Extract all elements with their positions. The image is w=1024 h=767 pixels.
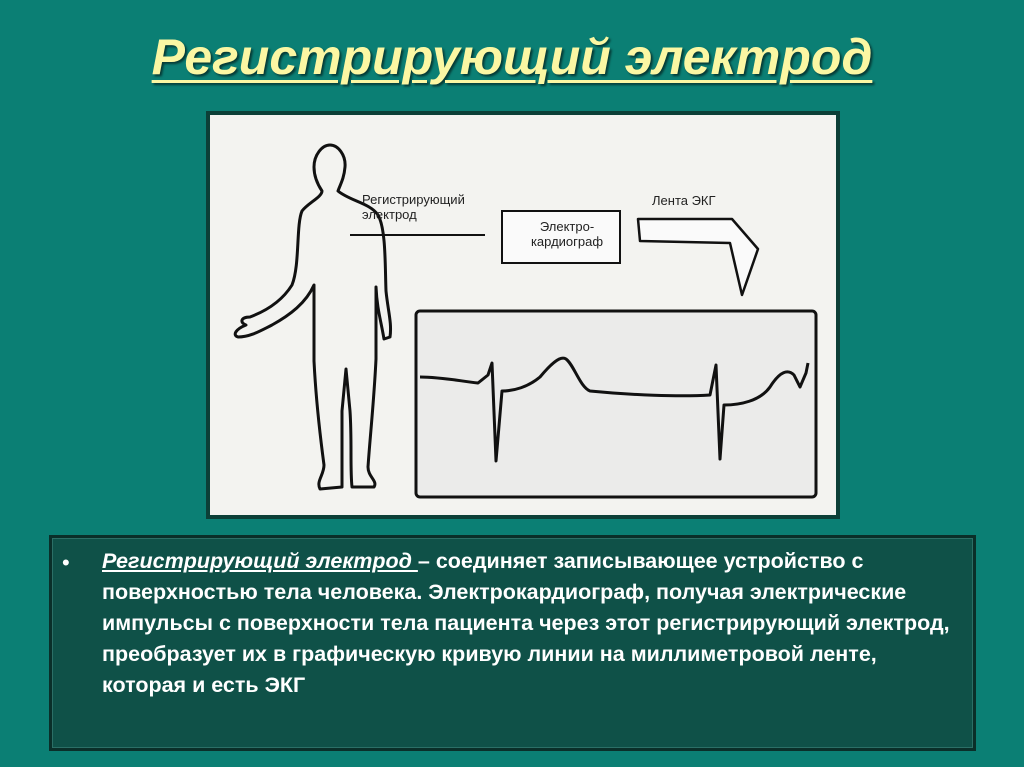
diagram-drawing xyxy=(210,115,836,515)
slide-title: Регистрирующий электрод xyxy=(151,29,873,85)
ecg-diagram xyxy=(206,111,840,519)
bullet-point: • xyxy=(62,550,70,575)
description-term: Регистрирующий электрод xyxy=(102,549,418,573)
description-box xyxy=(49,535,976,751)
label-electrocardiograph: Электро- кардиограф xyxy=(530,219,604,249)
description-text: – соединяет записывающее устройство с поверхностью тела человека. Электрокардиограф, получая электрические импульсы с поверхности тела пациента через этот регистрирующий электрод, преобразует их в графическую кривую линии на миллиметровой ленте, которая и есть ЭКГ xyxy=(102,549,950,697)
ecg-tape-shape xyxy=(638,219,758,295)
label-ecg-tape: Лента ЭКГ xyxy=(652,193,716,208)
ecg-strip-panel xyxy=(416,311,816,497)
label-electrode: Регистрирующий электрод xyxy=(362,192,465,222)
description-paragraph xyxy=(102,546,962,701)
